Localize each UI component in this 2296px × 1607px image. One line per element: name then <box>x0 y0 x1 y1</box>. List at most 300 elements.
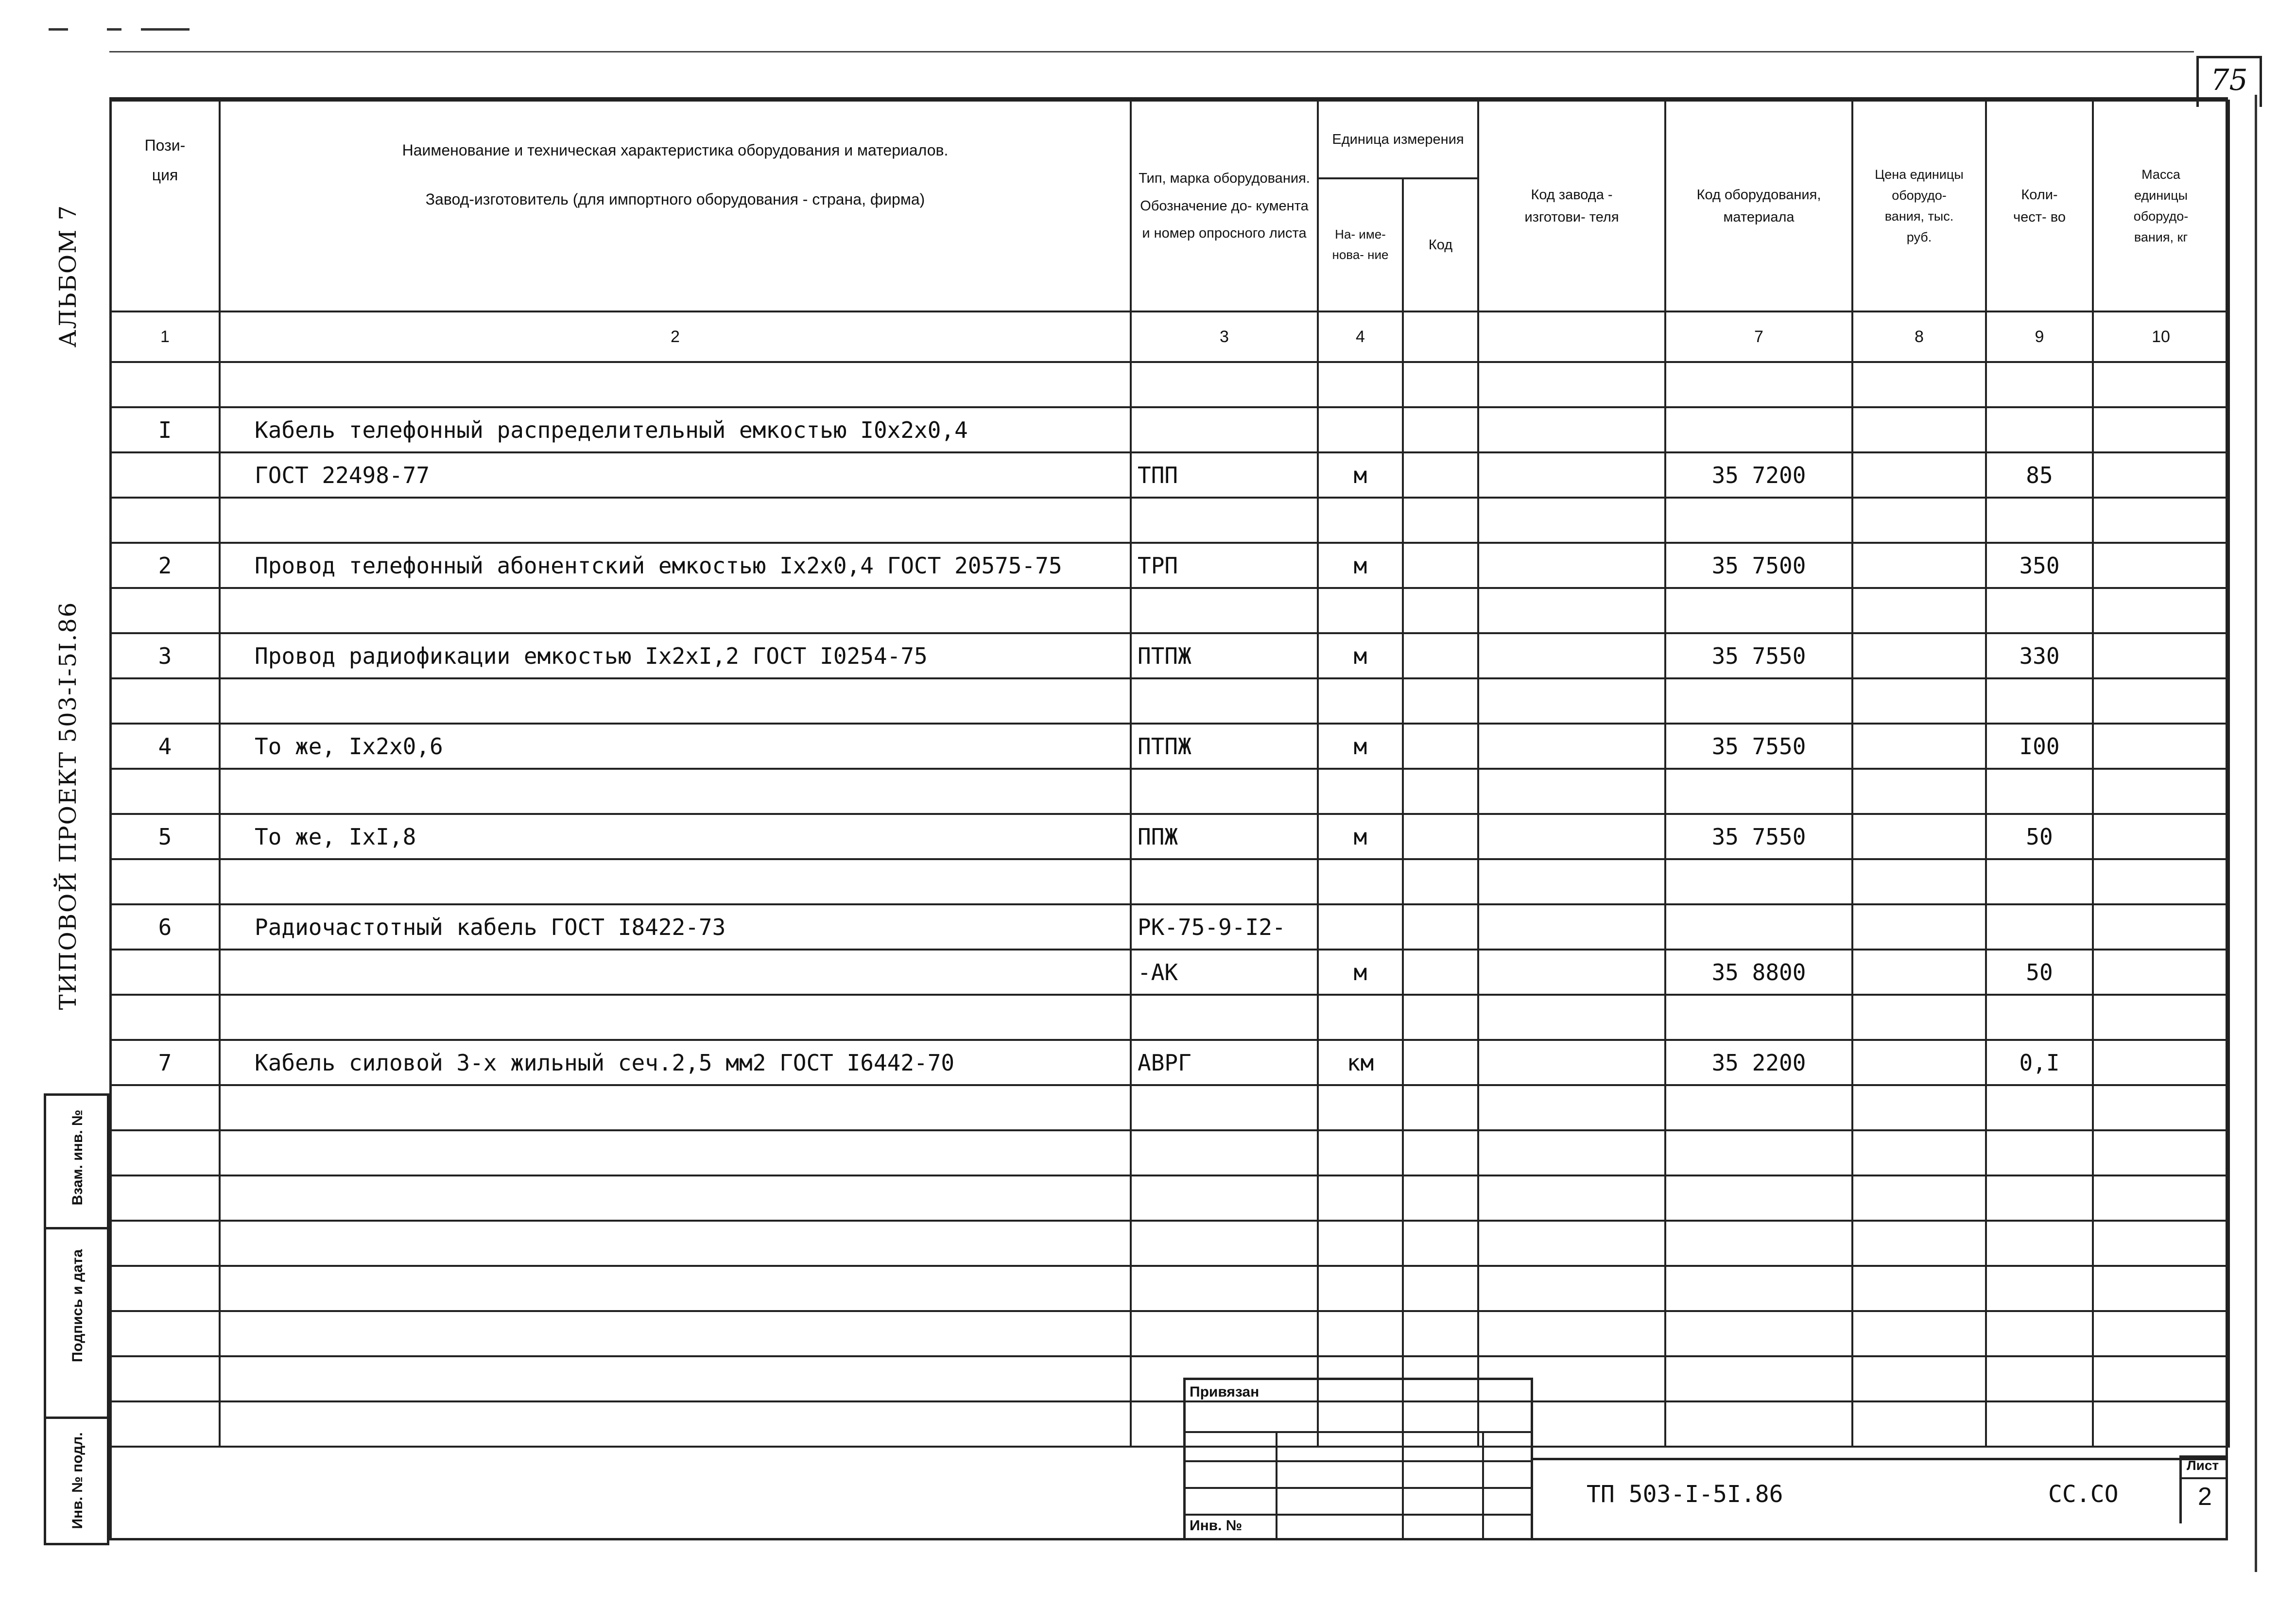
cell-position <box>110 452 220 498</box>
cell-plant-code <box>1478 859 1665 904</box>
header-unit-group: Единица измерения <box>1318 101 1478 178</box>
cell-position: 3 <box>110 633 220 678</box>
cell-price <box>1852 1130 1986 1175</box>
top-frame-line <box>109 51 2194 52</box>
table-row <box>110 1356 2229 1401</box>
cell-equipment-code <box>1665 1356 1852 1401</box>
cell-type: -АК <box>1131 950 1318 995</box>
header-name-line2: Завод-изготовитель (для импортного оборудования - страна, фирма) <box>425 190 925 208</box>
cell-name <box>220 995 1131 1040</box>
cell-name <box>220 1356 1131 1401</box>
frame-right-edge <box>2255 95 2257 1572</box>
stamp-divider <box>1276 1431 1277 1540</box>
cell-mass <box>2093 1175 2229 1221</box>
cell-equipment-code <box>1665 588 1852 633</box>
cell-mass <box>2093 1311 2229 1356</box>
cell-unit <box>1318 1221 1403 1266</box>
header-name-line1: Наименование и техническая характеристика оборудования и материалов. <box>402 141 949 159</box>
cell-quantity <box>1986 904 2093 950</box>
cell-unit-code <box>1403 724 1478 769</box>
cell-plant-code <box>1478 1040 1665 1085</box>
cell-name <box>220 1266 1131 1311</box>
cell-type <box>1131 859 1318 904</box>
cell-equipment-code <box>1665 995 1852 1040</box>
cell-mass <box>2093 1221 2229 1266</box>
cell-unit <box>1318 1311 1403 1356</box>
header-position <box>110 101 220 311</box>
cell-unit-code <box>1403 498 1478 543</box>
colnum: 3 <box>1131 311 1318 362</box>
cell-position <box>110 950 220 995</box>
cell-unit-code <box>1403 633 1478 678</box>
cell-position <box>110 859 220 904</box>
colnum <box>1478 311 1665 362</box>
cell-name <box>220 498 1131 543</box>
table-row <box>110 995 2229 1040</box>
cell-type: ПТПЖ <box>1131 633 1318 678</box>
cell-quantity <box>1986 588 2093 633</box>
cell-quantity <box>1986 1175 2093 1221</box>
cell-price <box>1852 1221 1986 1266</box>
binding-stamp <box>1183 1378 1533 1538</box>
cell-name: ГОСТ 22498-77 <box>220 452 1131 498</box>
cell-name: Провод радиофикации емкостью Iх2хI,2 ГОСТ I0254-75 <box>220 633 1131 678</box>
album-title: АЛЬБОМ 7 <box>54 204 82 348</box>
project-title: ТИПОВОЙ ПРОЕКТ 503-I-5I.86 <box>54 601 82 1010</box>
cell-mass <box>2093 1130 2229 1175</box>
cell-unit-code <box>1403 407 1478 452</box>
colnum: 10 <box>2093 311 2229 362</box>
cell-name: То же, IхI,8 <box>220 814 1131 859</box>
cell-equipment-code <box>1665 1266 1852 1311</box>
header-mass: Масса единицы оборудо- вания, кг <box>2093 101 2229 311</box>
cell-unit-code <box>1403 769 1478 814</box>
table-row <box>110 543 2229 588</box>
cell-equipment-code <box>1665 678 1852 724</box>
cell-plant-code <box>1478 769 1665 814</box>
cell-mass <box>2093 769 2229 814</box>
cell-price <box>1852 769 1986 814</box>
cell-type <box>1131 588 1318 633</box>
table-row <box>110 678 2229 724</box>
cell-position: 2 <box>110 543 220 588</box>
cell-mass <box>2093 498 2229 543</box>
stamp-line <box>1186 1460 1531 1462</box>
cell-plant-code <box>1478 588 1665 633</box>
cell-unit-code <box>1403 1085 1478 1130</box>
cell-position <box>110 1221 220 1266</box>
cell-position <box>110 1266 220 1311</box>
cell-position <box>110 588 220 633</box>
table-row <box>110 1175 2229 1221</box>
cell-quantity <box>1986 995 2093 1040</box>
cell-mass <box>2093 362 2229 407</box>
cell-unit: м <box>1318 950 1403 995</box>
cell-plant-code <box>1478 543 1665 588</box>
cell-type: ТРП <box>1131 543 1318 588</box>
cell-mass <box>2093 452 2229 498</box>
cell-price <box>1852 1040 1986 1085</box>
cell-unit-code <box>1403 1040 1478 1085</box>
colnum: 4 <box>1318 311 1403 362</box>
cell-position: 6 <box>110 904 220 950</box>
cell-price <box>1852 543 1986 588</box>
cell-unit <box>1318 995 1403 1040</box>
header-price: Цена единицы оборудо- вания, тыс. руб. <box>1852 101 1986 311</box>
cell-name <box>220 1085 1131 1130</box>
cell-price <box>1852 950 1986 995</box>
stamp-divider <box>1402 1431 1404 1540</box>
table-row <box>110 633 2229 678</box>
cell-price <box>1852 724 1986 769</box>
stamp-divider <box>1482 1431 1484 1540</box>
cell-position <box>110 1130 220 1175</box>
table-row <box>110 724 2229 769</box>
colnum: 7 <box>1665 311 1852 362</box>
cell-mass <box>2093 904 2229 950</box>
cell-price <box>1852 995 1986 1040</box>
cell-position: 5 <box>110 814 220 859</box>
cell-unit-code <box>1403 1175 1478 1221</box>
cell-type <box>1131 678 1318 724</box>
cell-mass <box>2093 724 2229 769</box>
cell-plant-code <box>1478 1266 1665 1311</box>
table-row <box>110 407 2229 452</box>
cell-equipment-code: 35 7500 <box>1665 543 1852 588</box>
stamp-line <box>1186 1431 1531 1433</box>
cell-name <box>220 859 1131 904</box>
cell-plant-code <box>1478 1311 1665 1356</box>
cell-price <box>1852 904 1986 950</box>
cell-price <box>1852 362 1986 407</box>
header-plant-code: Код завода - изготови- теля <box>1478 101 1665 311</box>
cell-unit-code <box>1403 814 1478 859</box>
cell-plant-code <box>1478 362 1665 407</box>
cell-plant-code <box>1478 407 1665 452</box>
cell-unit-code <box>1403 1221 1478 1266</box>
stamp-inv-label: Инв. № <box>1190 1518 1243 1534</box>
table-row <box>110 1085 2229 1130</box>
cell-mass <box>2093 1040 2229 1085</box>
cell-unit <box>1318 1085 1403 1130</box>
colnum: 9 <box>1986 311 2093 362</box>
table-row <box>110 362 2229 407</box>
cell-name: Радиочастотный кабель ГОСТ I8422-73 <box>220 904 1131 950</box>
cell-type <box>1131 1085 1318 1130</box>
sheet-number: 2 <box>2198 1483 2212 1511</box>
cell-quantity <box>1986 1356 2093 1401</box>
tab-signature-date: Подпись и дата <box>69 1249 86 1363</box>
cell-name <box>220 1401 1131 1447</box>
cell-position <box>110 498 220 543</box>
cell-plant-code <box>1478 1175 1665 1221</box>
sheet-divider <box>2182 1477 2228 1479</box>
cell-quantity <box>1986 1085 2093 1130</box>
tab-replacement-inv: Взам. инв. № <box>69 1109 86 1206</box>
cell-position: I <box>110 407 220 452</box>
cell-type <box>1131 769 1318 814</box>
cell-plant-code <box>1478 633 1665 678</box>
cell-equipment-code: 35 8800 <box>1665 950 1852 995</box>
cell-name <box>220 1311 1131 1356</box>
header-unit-code: Код <box>1403 178 1478 311</box>
cell-unit-code <box>1403 1130 1478 1175</box>
cell-type <box>1131 1311 1318 1356</box>
cell-mass <box>2093 1356 2229 1401</box>
cell-name <box>220 950 1131 995</box>
cell-type: РК-75-9-I2- <box>1131 904 1318 950</box>
table-row <box>110 1130 2229 1175</box>
cell-plant-code <box>1478 452 1665 498</box>
table-row <box>110 1040 2229 1085</box>
cell-price <box>1852 1356 1986 1401</box>
cell-equipment-code <box>1665 1130 1852 1175</box>
cell-position <box>110 995 220 1040</box>
cell-mass <box>2093 1401 2229 1447</box>
cell-position <box>110 362 220 407</box>
cell-unit-code <box>1403 950 1478 995</box>
equipment-spec-table <box>109 100 2230 1448</box>
cell-quantity <box>1986 1401 2093 1447</box>
tab-original-inv: Инв. № подл. <box>69 1432 86 1529</box>
cell-mass <box>2093 814 2229 859</box>
cell-type <box>1131 1130 1318 1175</box>
cell-plant-code <box>1478 498 1665 543</box>
cell-plant-code <box>1478 1221 1665 1266</box>
cell-position <box>110 769 220 814</box>
colnum: 8 <box>1852 311 1986 362</box>
cell-quantity <box>1986 1311 2093 1356</box>
cell-unit-code <box>1403 678 1478 724</box>
cell-name: Кабель силовой 3-х жильный сеч.2,5 мм2 ГОСТ I6442-70 <box>220 1040 1131 1085</box>
cell-unit-code <box>1403 452 1478 498</box>
cell-price <box>1852 1311 1986 1356</box>
cell-position: 7 <box>110 1040 220 1085</box>
cell-equipment-code <box>1665 859 1852 904</box>
cell-equipment-code: 35 2200 <box>1665 1040 1852 1085</box>
cell-unit-code <box>1403 588 1478 633</box>
cell-name <box>220 1130 1131 1175</box>
cell-quantity <box>1986 498 2093 543</box>
header-quantity: Коли- чест- во <box>1986 101 2093 311</box>
cell-unit-code <box>1403 904 1478 950</box>
cell-mass <box>2093 543 2229 588</box>
colnum <box>1403 311 1478 362</box>
cell-position: 4 <box>110 724 220 769</box>
header-type: Тип, марка оборудования. Обозначение до- кумента и номер опросного листа <box>1131 101 1318 311</box>
cell-name: Провод телефонный абонентский емкостью Iх2х0,4 ГОСТ 20575-75 <box>220 543 1131 588</box>
cell-equipment-code <box>1665 1221 1852 1266</box>
cell-quantity <box>1986 678 2093 724</box>
cell-mass <box>2093 407 2229 452</box>
header-position-text: Пози- ция <box>144 137 186 184</box>
column-number-row <box>110 311 2229 362</box>
table-row <box>110 1266 2229 1311</box>
cell-unit: м <box>1318 543 1403 588</box>
cell-quantity <box>1986 859 2093 904</box>
colnum: 1 <box>110 311 220 362</box>
left-stamp-tabs <box>44 1093 109 1545</box>
table-row <box>110 498 2229 543</box>
document-suffix: СС.СО <box>2048 1481 2119 1508</box>
page-number: 75 <box>2210 63 2248 97</box>
cell-type <box>1131 995 1318 1040</box>
cell-price <box>1852 859 1986 904</box>
cell-unit: м <box>1318 814 1403 859</box>
cell-unit <box>1318 678 1403 724</box>
cell-price <box>1852 452 1986 498</box>
cell-quantity <box>1986 1130 2093 1175</box>
cell-name <box>220 1175 1131 1221</box>
cell-position <box>110 1311 220 1356</box>
cell-quantity <box>1986 769 2093 814</box>
cell-price <box>1852 407 1986 452</box>
cell-equipment-code: 35 7200 <box>1665 452 1852 498</box>
cell-type: ППЖ <box>1131 814 1318 859</box>
cell-mass <box>2093 633 2229 678</box>
cell-unit: м <box>1318 633 1403 678</box>
cell-equipment-code: 35 7550 <box>1665 633 1852 678</box>
cell-equipment-code <box>1665 498 1852 543</box>
cell-mass <box>2093 588 2229 633</box>
cell-unit <box>1318 1175 1403 1221</box>
cell-quantity: 0,I <box>1986 1040 2093 1085</box>
stamp-line <box>1186 1514 1531 1516</box>
cell-name <box>220 769 1131 814</box>
cell-type <box>1131 1221 1318 1266</box>
cell-mass <box>2093 859 2229 904</box>
top-edge-mark <box>141 28 190 31</box>
cell-unit-code <box>1403 543 1478 588</box>
cell-plant-code <box>1478 1085 1665 1130</box>
cell-equipment-code <box>1665 769 1852 814</box>
cell-price <box>1852 633 1986 678</box>
cell-equipment-code <box>1665 362 1852 407</box>
cell-unit-code <box>1403 1266 1478 1311</box>
cell-plant-code <box>1478 814 1665 859</box>
cell-name <box>220 362 1131 407</box>
cell-position <box>110 1085 220 1130</box>
cell-position <box>110 1401 220 1447</box>
cell-type <box>1131 1266 1318 1311</box>
cell-unit <box>1318 407 1403 452</box>
cell-quantity: I00 <box>1986 724 2093 769</box>
cell-plant-code <box>1478 724 1665 769</box>
header-equipment-code: Код оборудования, материала <box>1665 101 1852 311</box>
cell-position <box>110 678 220 724</box>
header-row <box>110 101 2229 178</box>
document-code: ТП 503-I-5I.86 <box>1587 1481 1783 1508</box>
cell-type: ПТПЖ <box>1131 724 1318 769</box>
cell-equipment-code <box>1665 1175 1852 1221</box>
cell-price <box>1852 1401 1986 1447</box>
cell-unit-code <box>1403 1311 1478 1356</box>
table-row <box>110 1311 2229 1356</box>
cell-price <box>1852 588 1986 633</box>
cell-quantity: 50 <box>1986 814 2093 859</box>
cell-equipment-code <box>1665 1311 1852 1356</box>
table-row <box>110 1221 2229 1266</box>
cell-name <box>220 678 1131 724</box>
header-name <box>220 101 1131 311</box>
cell-mass <box>2093 950 2229 995</box>
cell-price <box>1852 1266 1986 1311</box>
cell-mass <box>2093 995 2229 1040</box>
stamp-bound-label: Привязан <box>1190 1384 1260 1400</box>
cell-unit-code <box>1403 995 1478 1040</box>
cell-equipment-code: 35 7550 <box>1665 724 1852 769</box>
cell-mass <box>2093 678 2229 724</box>
cell-name <box>220 1221 1131 1266</box>
cell-price <box>1852 1085 1986 1130</box>
cell-unit <box>1318 859 1403 904</box>
cell-price <box>1852 1175 1986 1221</box>
colnum: 2 <box>220 311 1131 362</box>
cell-unit: м <box>1318 724 1403 769</box>
cell-quantity: 50 <box>1986 950 2093 995</box>
table-row <box>110 1401 2229 1447</box>
cell-unit <box>1318 362 1403 407</box>
cell-price <box>1852 498 1986 543</box>
cell-unit <box>1318 1266 1403 1311</box>
cell-unit <box>1318 769 1403 814</box>
cell-equipment-code <box>1665 1085 1852 1130</box>
cell-plant-code <box>1478 995 1665 1040</box>
cell-position <box>110 1175 220 1221</box>
table-row <box>110 814 2229 859</box>
cell-type <box>1131 407 1318 452</box>
top-edge-mark <box>49 28 68 31</box>
cell-unit <box>1318 498 1403 543</box>
cell-unit: м <box>1318 452 1403 498</box>
cell-unit <box>1318 1130 1403 1175</box>
table-row <box>110 452 2229 498</box>
cell-position <box>110 1356 220 1401</box>
cell-equipment-code: 35 7550 <box>1665 814 1852 859</box>
cell-equipment-code <box>1665 1401 1852 1447</box>
cell-unit: км <box>1318 1040 1403 1085</box>
cell-type <box>1131 362 1318 407</box>
cell-equipment-code <box>1665 904 1852 950</box>
cell-mass <box>2093 1266 2229 1311</box>
sheet-label: Лист <box>2187 1458 2219 1473</box>
top-edge-mark <box>107 28 121 31</box>
table-body <box>110 362 2229 1447</box>
cell-type <box>1131 1175 1318 1221</box>
cell-plant-code <box>1478 904 1665 950</box>
table-row <box>110 769 2229 814</box>
cell-unit <box>1318 588 1403 633</box>
cell-quantity: 330 <box>1986 633 2093 678</box>
table-row <box>110 859 2229 904</box>
cell-type: АВРГ <box>1131 1040 1318 1085</box>
cell-quantity <box>1986 362 2093 407</box>
cell-type: ТПП <box>1131 452 1318 498</box>
cell-mass <box>2093 1085 2229 1130</box>
cell-quantity <box>1986 407 2093 452</box>
cell-quantity <box>1986 1221 2093 1266</box>
cell-price <box>1852 814 1986 859</box>
cell-quantity <box>1986 1266 2093 1311</box>
cell-plant-code <box>1478 678 1665 724</box>
header-unit-name: На- име- нова- ние <box>1318 178 1403 311</box>
cell-equipment-code <box>1665 407 1852 452</box>
cell-name: Кабель телефонный распределительный емкостью I0х2х0,4 <box>220 407 1131 452</box>
cell-quantity: 350 <box>1986 543 2093 588</box>
cell-name <box>220 588 1131 633</box>
title-block <box>1533 1458 2228 1538</box>
table-row <box>110 904 2229 950</box>
